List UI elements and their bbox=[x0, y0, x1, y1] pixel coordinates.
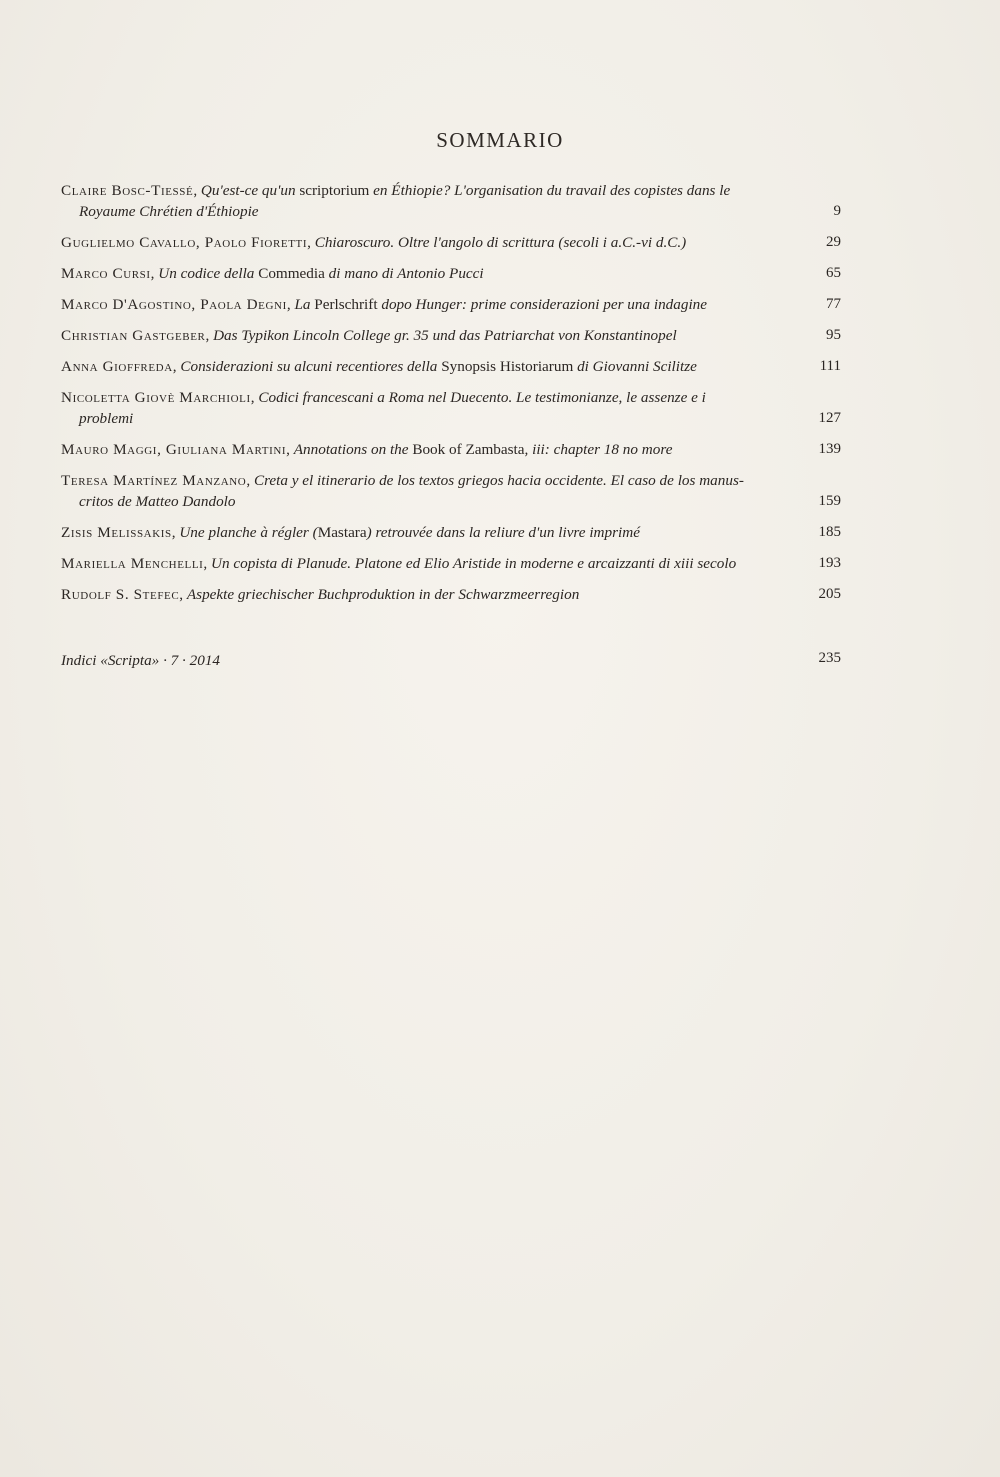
entry-title-continuation: Royaume Chrétien d'Éthiopie bbox=[79, 203, 259, 220]
entry-page-number: 127 bbox=[818, 410, 841, 426]
entry-title: Aspekte griechischer Buchproduktion in der Schwarzmeerregion bbox=[186, 586, 580, 603]
index-title: Indici «Scripta» · 7 · 2014 bbox=[61, 652, 221, 669]
toc-entry[interactable]: Mariella Menchelli, Un copista di Planude. Platone ed Elio Aristide in moderne e arcaizzanti di xiii secolo 193 bbox=[61, 555, 841, 572]
entry-author: Marco D'Agostino, Paola Degni bbox=[61, 296, 287, 313]
entry-title: Codici francescani a Roma nel Duecento. Le testimonianze, le assenze e i bbox=[258, 389, 706, 406]
entry-title-part: Un codice della bbox=[158, 265, 259, 282]
entry-title-roman: Mastara bbox=[317, 524, 367, 541]
toc-entry[interactable]: Christian Gastgeber, Das Typikon Lincoln College gr. 35 und das Patriarchat von Konstantinopel 95 bbox=[61, 327, 841, 344]
entry-line: Claire Bosc-Tiessé, Qu'est-ce qu'un scriptorium en Éthiopie? L'organisation du travail des copistes dans le bbox=[61, 182, 731, 199]
toc-entry[interactable]: Guglielmo Cavallo, Paolo Fioretti, Chiaroscuro. Oltre l'angolo di scrittura (secoli i a.C.-vi d.C.) 29 bbox=[61, 234, 841, 251]
entry-author: Mariella Menchelli bbox=[61, 555, 204, 572]
entry-author: Anna Gioffreda bbox=[61, 358, 173, 375]
entry-page-number: 159 bbox=[818, 493, 841, 509]
entry-author: Teresa Martínez Manzano bbox=[61, 472, 247, 489]
entry-title-continuation: problemi bbox=[79, 410, 134, 427]
entry-author: Claire Bosc-Tiessé bbox=[61, 182, 194, 199]
entry-line: Nicoletta Giovè Marchioli, Codici francescani a Roma nel Duecento. Le testimonianze, le assenze e i bbox=[61, 389, 706, 406]
entry-title-part: Considerazioni su alcuni recentiores della bbox=[180, 358, 442, 375]
entry-page-number: 205 bbox=[818, 586, 841, 602]
toc-entry[interactable]: Marco D'Agostino, Paola Degni, La Perlschrift dopo Hunger: prime considerazioni per una indagine 77 bbox=[61, 296, 841, 313]
table-of-contents bbox=[61, 180, 841, 615]
entry-title-continuation: critos de Matteo Dandolo bbox=[79, 493, 236, 510]
entry-page-number: 77 bbox=[826, 296, 841, 312]
entry-page-number: 185 bbox=[818, 524, 841, 540]
entry-page-number: 139 bbox=[818, 441, 841, 457]
entry-line: Teresa Martínez Manzano, Creta y el itinerario de los textos griegos hacia occidente. El caso de los manus- bbox=[61, 472, 744, 489]
entry-title-part: di Giovanni Scilitze bbox=[573, 358, 697, 375]
entry-title-part: Annotations on the bbox=[293, 441, 413, 458]
entry-author: Nicoletta Giovè Marchioli bbox=[61, 389, 251, 406]
entry-author: Zisis Melissakis bbox=[61, 524, 172, 541]
entry-title-roman: Synopsis Historiarum bbox=[441, 358, 574, 375]
toc-entry[interactable]: Zisis Melissakis, Une planche à régler (Mastara) retrouvée dans la reliure d'un livre imprimé 185 bbox=[61, 524, 841, 541]
entry-title: Creta y el itinerario de los textos griegos hacia occidente. El caso de los manus- bbox=[253, 472, 744, 489]
entry-title-part: La bbox=[294, 296, 315, 313]
toc-entry[interactable]: Anna Gioffreda, Considerazioni su alcuni recentiores della Synopsis Historiarum di Giovanni Scilitze 111 bbox=[61, 358, 841, 375]
entry-page-number: 111 bbox=[819, 358, 841, 374]
entry-title-part: en Éthiopie? L'organisation du travail des copistes dans le bbox=[369, 182, 731, 199]
entry-title-roman: Perlschrift bbox=[314, 296, 378, 313]
entry-title-roman: Commedia bbox=[258, 265, 325, 282]
entry-page-number: 65 bbox=[826, 265, 841, 281]
toc-entry[interactable]: Marco Cursi, Un codice della Commedia di mano di Antonio Pucci 65 bbox=[61, 265, 841, 282]
entry-page-number: 29 bbox=[826, 234, 841, 250]
entry-title-part: di mano di Antonio Pucci bbox=[324, 265, 484, 282]
toc-index-entry[interactable] bbox=[61, 650, 841, 671]
entry-page-number: 95 bbox=[826, 327, 841, 343]
entry-author: Christian Gastgeber bbox=[61, 327, 206, 344]
entry-author: Guglielmo Cavallo, Paolo Fioretti bbox=[61, 234, 308, 251]
entry-page-number: 9 bbox=[833, 203, 841, 219]
entry-title: Das Typikon Lincoln College gr. 35 und das Patriarchat von Konstantinopel bbox=[213, 327, 677, 344]
entry-title-part: , iii: chapter 18 no more bbox=[524, 441, 673, 458]
entry-title: Chiaroscuro. Oltre l'angolo di scrittura (secoli i a.C.-vi d.C.) bbox=[314, 234, 687, 251]
entry-title-part: dopo Hunger: prime considerazioni per una indagine bbox=[377, 296, 707, 313]
toc-entry[interactable] bbox=[61, 180, 841, 222]
entry-title-roman: Book of Zambasta bbox=[412, 441, 525, 458]
entry-title-part: ) retrouvée dans la reliure d'un livre imprimé bbox=[366, 524, 640, 541]
entry-title: Un copista di Planude. Platone ed Elio Aristide in moderne e arcaizzanti di xiii secolo bbox=[211, 555, 737, 572]
entry-author: Marco Cursi bbox=[61, 265, 151, 282]
entry-page-number: 193 bbox=[818, 555, 841, 571]
entry-title-roman: scriptorium bbox=[299, 182, 370, 199]
entry-title-part: Une planche à régler ( bbox=[179, 524, 318, 541]
entry-page-number: 235 bbox=[818, 650, 841, 666]
page-title: SOMMARIO bbox=[436, 128, 564, 152]
toc-entry[interactable]: Rudolf S. Stefec, Aspekte griechischer Buchproduktion in der Schwarzmeerregion 205 bbox=[61, 586, 841, 603]
toc-entry[interactable]: Mauro Maggi, Giuliana Martini, Annotations on the Book of Zambasta, iii: chapter 18 no more 139 bbox=[61, 441, 841, 458]
entry-author: Rudolf S. Stefec bbox=[61, 586, 180, 603]
toc-entry[interactable] bbox=[61, 470, 841, 512]
entry-title-part: Qu'est-ce qu'un bbox=[200, 182, 300, 199]
toc-entry[interactable] bbox=[61, 387, 841, 429]
entry-author: Mauro Maggi, Giuliana Martini bbox=[61, 441, 287, 458]
